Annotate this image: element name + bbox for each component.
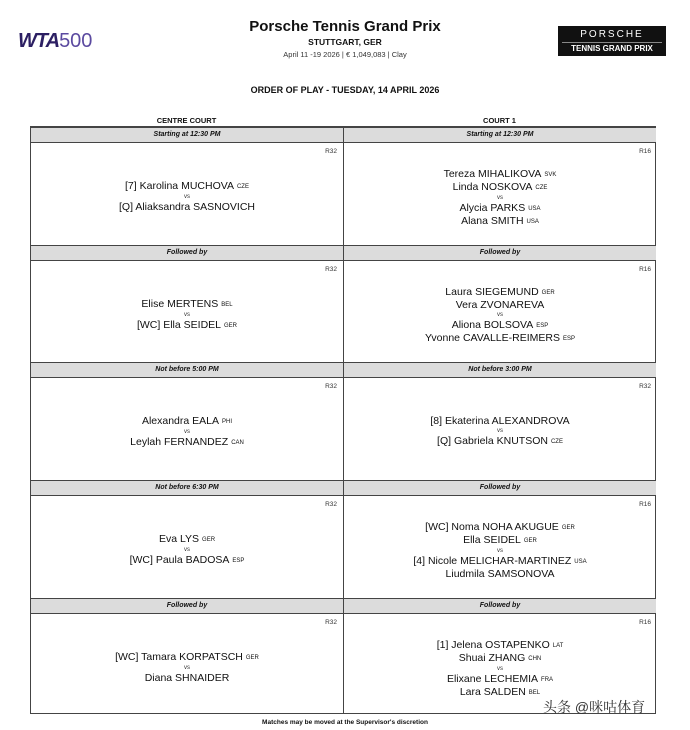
- match-block: [344, 286, 656, 345]
- seed-tag: [8]: [430, 415, 443, 427]
- seed-tag: [1]: [436, 639, 449, 651]
- player-name: [344, 534, 656, 547]
- player-first-name: Nicole: [427, 555, 458, 567]
- player-last-name: LYS: [179, 533, 200, 545]
- player-last-name: KORPATSCH: [179, 651, 243, 663]
- player-last-name: BADOSA: [185, 554, 230, 566]
- player-first-name: Elixane: [446, 673, 482, 685]
- tournament-location: STUTTGART, GER: [308, 37, 382, 47]
- player-last-name: MERTENS: [167, 298, 219, 310]
- vs-label: vs: [184, 194, 190, 200]
- seed-tag: [Q]: [437, 435, 452, 447]
- time-band: Starting at 12:30 PM: [31, 127, 343, 143]
- match-block: [344, 521, 656, 580]
- player-last-name: OSTAPENKO: [485, 639, 550, 651]
- player-name: [344, 673, 656, 686]
- nationality-code: GER: [523, 538, 537, 544]
- player-first-name: Jelena: [451, 639, 483, 651]
- player-name: [31, 201, 343, 213]
- wta-logo-number: 500: [59, 30, 93, 52]
- seed-tag: [WC]: [136, 319, 161, 331]
- player-first-name: Karolina: [139, 180, 179, 192]
- match-block: [344, 168, 656, 228]
- round-label: R16: [639, 501, 651, 508]
- player-name: [344, 521, 656, 534]
- player-last-name: SEIDEL: [183, 319, 222, 331]
- player-first-name: Paula: [155, 554, 183, 566]
- player-last-name: ZHANG: [488, 652, 526, 664]
- nationality-code: SVK: [544, 172, 557, 178]
- player-name: [344, 555, 656, 568]
- nationality-code: GER: [541, 290, 555, 296]
- match-block: [31, 533, 343, 567]
- player-last-name: ZVONAREVA: [480, 299, 545, 311]
- player-first-name: Ella: [463, 534, 481, 546]
- player-name: [31, 415, 343, 428]
- player-last-name: PARKS: [490, 202, 526, 214]
- player-first-name: Noma: [451, 521, 480, 533]
- player-first-name: Leylah: [130, 436, 162, 448]
- player-name: [344, 181, 656, 194]
- vs-label: vs: [184, 665, 190, 671]
- player-first-name: Aliona: [451, 319, 481, 331]
- seed-tag: [4]: [413, 555, 426, 567]
- player-last-name: LECHEMIA: [484, 673, 539, 685]
- nationality-code: ESP: [232, 558, 245, 564]
- round-label: R32: [639, 383, 651, 390]
- player-last-name: CAVALLE-REIMERS: [462, 332, 560, 344]
- round-label: R16: [639, 148, 651, 155]
- time-band: Followed by: [31, 245, 343, 261]
- player-last-name: MIHALIKOVA: [478, 168, 542, 180]
- brand-event-name: TENNIS GRAND PRIX: [571, 44, 653, 53]
- court-heading-court-1: COURT 1: [483, 116, 516, 125]
- nationality-code: CZE: [535, 185, 548, 191]
- player-first-name: Gabriela: [453, 435, 494, 447]
- player-first-name: Elise: [141, 298, 165, 310]
- nationality-code: FRA: [541, 677, 554, 683]
- player-name: [31, 319, 343, 332]
- wta-500-logo: [18, 30, 92, 53]
- court-heading-centre: CENTRE COURT: [156, 116, 217, 125]
- vs-label: vs: [497, 428, 503, 434]
- match-block: [31, 298, 343, 332]
- round-label: R32: [325, 148, 337, 155]
- match-block: [31, 415, 343, 449]
- time-band: Followed by: [344, 245, 656, 261]
- nationality-code: ESP: [563, 336, 576, 342]
- time-band: Followed by: [344, 480, 656, 496]
- watermark: 头条 @咪咕体育: [543, 699, 646, 715]
- seed-tag: [WC]: [115, 651, 139, 663]
- player-last-name: MUCHOVA: [181, 180, 234, 192]
- seed-tag: [7]: [125, 180, 137, 192]
- player-first-name: Alycia: [459, 202, 488, 214]
- time-band: Not before 3:00 PM: [344, 362, 656, 378]
- player-first-name: Yvonne: [424, 332, 461, 344]
- seed-tag: [WC]: [129, 554, 153, 566]
- player-last-name: EALA: [192, 415, 220, 427]
- vs-label: vs: [497, 312, 503, 318]
- round-label: R32: [325, 501, 337, 508]
- seed-tag: [Q]: [118, 201, 133, 213]
- brand-wordmark: PORSCHE: [562, 26, 662, 43]
- player-last-name: SALDEN: [483, 686, 526, 698]
- tournament-info: April 11 -19 2026 | € 1,049,083 | Clay: [283, 50, 407, 59]
- round-label: R32: [325, 383, 337, 390]
- nationality-code: BEL: [528, 690, 541, 696]
- nationality-code: LAT: [552, 643, 564, 649]
- player-last-name: MELICHAR-MARTINEZ: [460, 555, 572, 567]
- footer-note: Matches may be moved at the Supervisor's discretion: [262, 719, 428, 726]
- round-label: R32: [325, 619, 337, 626]
- player-name: [31, 672, 343, 684]
- player-last-name: SHNAIDER: [175, 672, 230, 684]
- player-last-name: SIEGEMUND: [475, 286, 539, 298]
- wta-logo-text: WTA: [18, 30, 60, 52]
- nationality-code: USA: [528, 206, 541, 212]
- player-name: [344, 415, 656, 427]
- vs-label: vs: [497, 666, 503, 672]
- match-block: [31, 651, 343, 684]
- tournament-title: Porsche Tennis Grand Prix: [249, 18, 441, 35]
- player-first-name: Diana: [144, 672, 173, 684]
- round-label: R32: [325, 266, 337, 273]
- match-block: [344, 415, 656, 448]
- time-band: Not before 6:30 PM: [31, 480, 343, 496]
- player-name: [31, 180, 343, 193]
- nationality-code: GER: [561, 525, 575, 531]
- match-block: [31, 180, 343, 213]
- player-first-name: Alana: [461, 215, 488, 227]
- vs-label: vs: [184, 547, 190, 553]
- player-name: [31, 651, 343, 664]
- nationality-code: GER: [224, 323, 238, 329]
- player-last-name: FERNANDEZ: [164, 436, 229, 448]
- order-of-play-heading: ORDER OF PLAY - TUESDAY, 14 APRIL 2026: [250, 85, 440, 95]
- player-first-name: Eva: [158, 533, 178, 545]
- player-name: [344, 332, 656, 345]
- vs-label: vs: [184, 312, 190, 318]
- seed-tag: [WC]: [425, 521, 449, 533]
- player-name: [31, 533, 343, 546]
- player-first-name: Alexandra: [141, 415, 190, 427]
- round-label: R16: [639, 266, 651, 273]
- player-first-name: Lara: [459, 686, 481, 698]
- time-band: Starting at 12:30 PM: [344, 127, 656, 143]
- player-name: [344, 568, 656, 580]
- vs-label: vs: [497, 548, 503, 554]
- player-last-name: NOHA AKUGUE: [482, 521, 559, 533]
- player-name: [31, 554, 343, 567]
- vs-label: vs: [497, 195, 503, 201]
- player-first-name: Ella: [163, 319, 181, 331]
- nationality-code: USA: [574, 559, 587, 565]
- player-last-name: SAMSONOVA: [487, 568, 555, 580]
- match-block: [344, 639, 656, 699]
- player-name: [344, 435, 656, 448]
- tournament-header: [170, 18, 520, 60]
- player-last-name: ALEXANDROVA: [491, 415, 570, 427]
- nationality-code: USA: [526, 219, 539, 225]
- player-last-name: SMITH: [490, 215, 524, 227]
- nationality-code: BEL: [221, 302, 233, 308]
- nationality-code: GER: [202, 537, 216, 543]
- player-name: [344, 202, 656, 215]
- player-name: [31, 298, 343, 311]
- nationality-code: CHN: [528, 656, 542, 662]
- player-name: [344, 299, 656, 311]
- player-first-name: Shuai: [458, 652, 486, 664]
- nationality-code: PHI: [222, 419, 233, 425]
- time-band: Not before 5:00 PM: [31, 362, 343, 378]
- time-band: Followed by: [344, 598, 656, 614]
- nationality-code: CZE: [236, 184, 249, 190]
- player-first-name: Linda: [452, 181, 479, 193]
- player-name: [31, 436, 343, 449]
- time-band: Followed by: [31, 598, 343, 614]
- round-label: R16: [639, 619, 651, 626]
- player-first-name: Tereza: [443, 168, 476, 180]
- player-last-name: KNUTSON: [496, 435, 548, 447]
- player-name: [344, 215, 656, 228]
- nationality-code: CZE: [550, 439, 563, 445]
- vs-label: vs: [184, 429, 190, 435]
- player-last-name: NOSKOVA: [481, 181, 533, 193]
- schedule-grid: [30, 126, 656, 714]
- nationality-code: ESP: [536, 323, 549, 329]
- player-first-name: Aliaksandra: [135, 201, 191, 213]
- player-first-name: Vera: [455, 299, 478, 311]
- player-name: [344, 168, 656, 181]
- player-name: [344, 652, 656, 665]
- player-name: [344, 319, 656, 332]
- nationality-code: GER: [245, 655, 259, 661]
- player-first-name: Laura: [445, 286, 473, 298]
- player-first-name: Tamara: [141, 651, 177, 663]
- player-last-name: BOLSOVA: [483, 319, 534, 331]
- porsche-tennis-logo: [558, 26, 666, 56]
- player-last-name: SEIDEL: [483, 534, 521, 546]
- player-name: [344, 286, 656, 299]
- nationality-code: CAN: [231, 440, 244, 446]
- player-name: [344, 639, 656, 652]
- player-last-name: SASNOVICH: [193, 201, 255, 213]
- player-first-name: Liudmila: [445, 568, 485, 580]
- player-first-name: Ekaterina: [444, 415, 490, 427]
